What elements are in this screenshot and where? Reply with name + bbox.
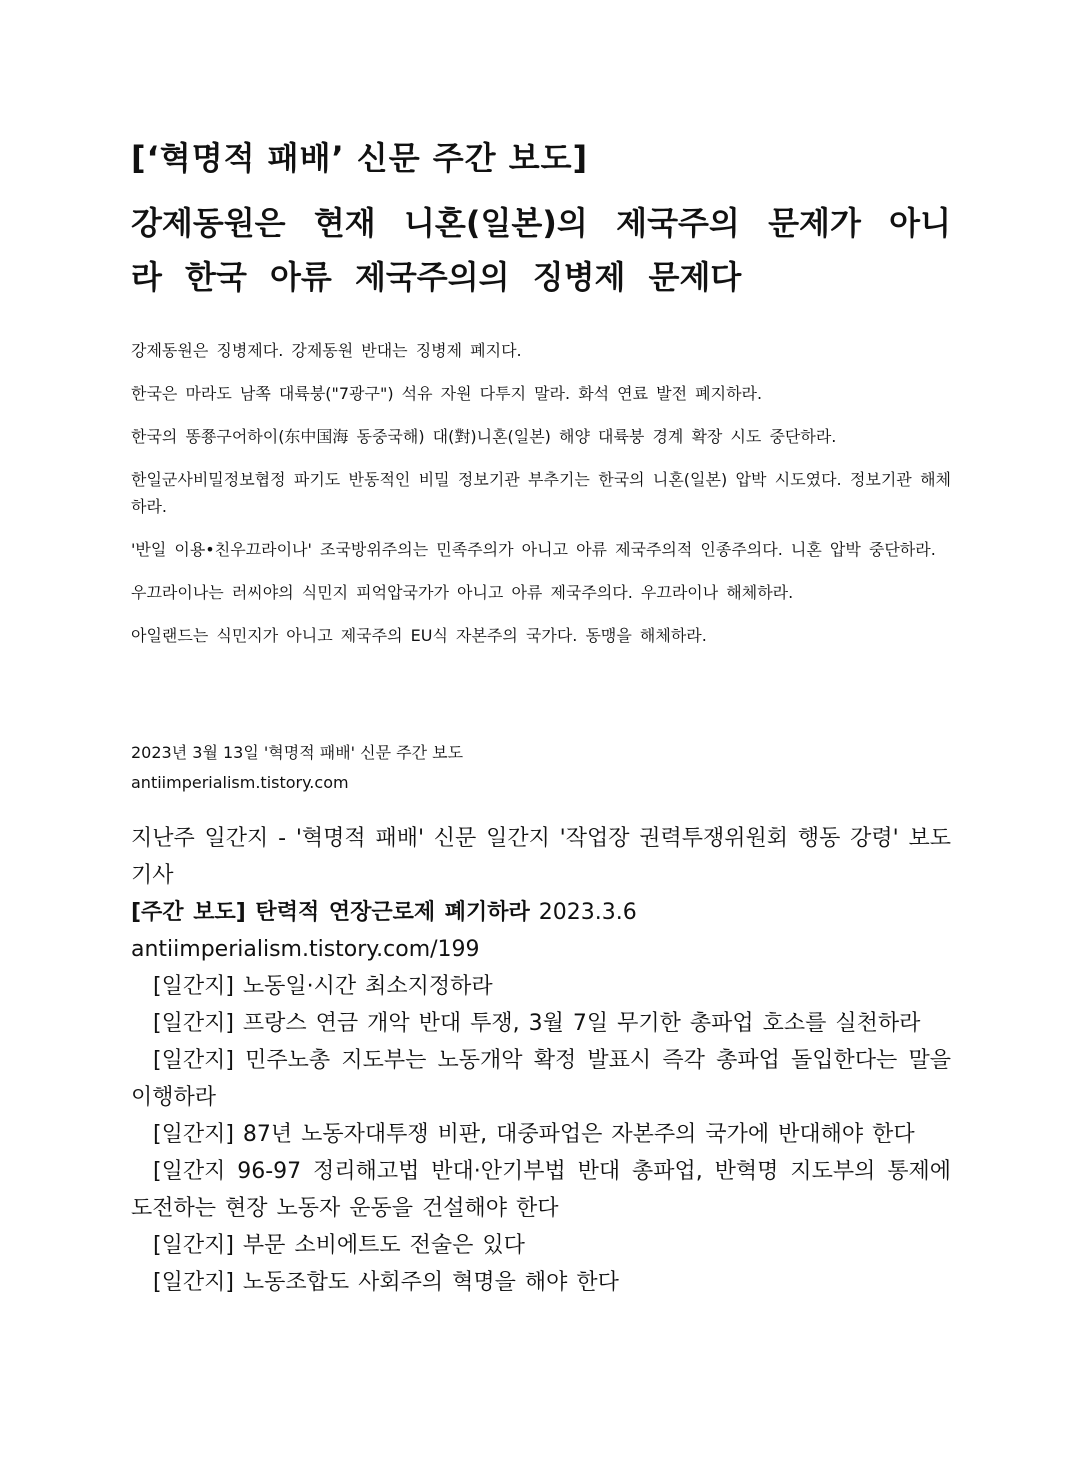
daily-item[interactable]: [일간지] 민주노총 지도부는 노동개악 확정 발표시 즉각 총파업 돌입한다는 말을 이행하라 xyxy=(131,1048,951,1110)
kicker-heading: [‘혁명적 패배’ 신문 주간 보도] xyxy=(131,139,589,177)
related-intro: 지난주 일간지 - '혁명적 패배' 신문 일간지 '작업장 권력투쟁위원회 행동 강령' 보도 기사 xyxy=(131,826,951,888)
site-link[interactable]: antiimperialism.tistory.com xyxy=(131,773,349,792)
paragraph: 아일랜드는 식민지가 아니고 제국주의 EU식 자본주의 국가다. 동맹을 해체하라. xyxy=(131,626,707,645)
paragraph: 한국의 똥쭁구어하이(东中国海 동중국해) 대(對)니혼(일본) 해양 대륙붕 경계 확장 시도 중단하라. xyxy=(131,427,837,446)
daily-item[interactable]: [일간지] 87년 노동자대투쟁 비판, 대중파업은 자본주의 국가에 반대해야 한다 xyxy=(153,1122,915,1147)
daily-item[interactable]: [일간지 96-97 정리해고법 반대·안기부법 반대 총파업, 반혁명 지도부의 통제에 도전하는 현장 노동자 운동을 건설해야 한다 xyxy=(131,1159,951,1221)
daily-item[interactable]: [일간지] 노동조합도 사회주의 혁명을 해야 한다 xyxy=(153,1270,619,1295)
related-articles xyxy=(131,820,951,1301)
weekly-report-line xyxy=(131,894,951,931)
weekly-report-date: 2023.3.6 xyxy=(538,900,637,925)
article-body xyxy=(131,337,951,665)
paragraph: 우끄라이나는 러씨야의 식민지 피억압국가가 아니고 아류 제국주의다. 우끄라이나 해체하라. xyxy=(131,583,794,602)
paragraph: 한일군사비밀정보협정 파기도 반동적인 비밀 정보기관 부추기는 한국의 니혼(일본) 압박 시도였다. 정보기관 해체하라. xyxy=(131,470,951,516)
weekly-report-url[interactable]: antiimperialism.tistory.com/199 xyxy=(131,937,480,962)
daily-item[interactable]: [일간지] 프랑스 연금 개악 반대 투쟁, 3월 7일 무기한 총파업 호소를 실천하라 xyxy=(153,1011,921,1036)
paragraph: 한국은 마라도 남쪽 대륙붕("7광구") 석유 자원 다투지 말라. 화석 연료 발전 폐지하라. xyxy=(131,384,763,403)
signature-block xyxy=(131,738,951,798)
weekly-report-title[interactable]: [주간 보도] 탄력적 연장근로제 폐기하라 xyxy=(131,900,530,925)
dateline: 2023년 3월 13일 '혁명적 패배' 신문 주간 보도 xyxy=(131,743,464,762)
headline: 강제동원은 현재 니혼(일본)의 제국주의 문제가 아니라 한국 아류 제국주의의 징병제 문제다 xyxy=(131,204,951,296)
daily-item[interactable]: [일간지] 부문 소비에트도 전술은 있다 xyxy=(153,1233,525,1258)
paragraph: '반일 이용•친우끄라이나' 조국방위주의는 민족주의가 아니고 아류 제국주의적 인종주의다. 니혼 압박 중단하라. xyxy=(131,540,936,559)
daily-item[interactable]: [일간지] 노동일·시간 최소지정하라 xyxy=(153,974,493,999)
paragraph: 강제동원은 징병제다. 강제동원 반대는 징병제 폐지다. xyxy=(131,341,522,360)
